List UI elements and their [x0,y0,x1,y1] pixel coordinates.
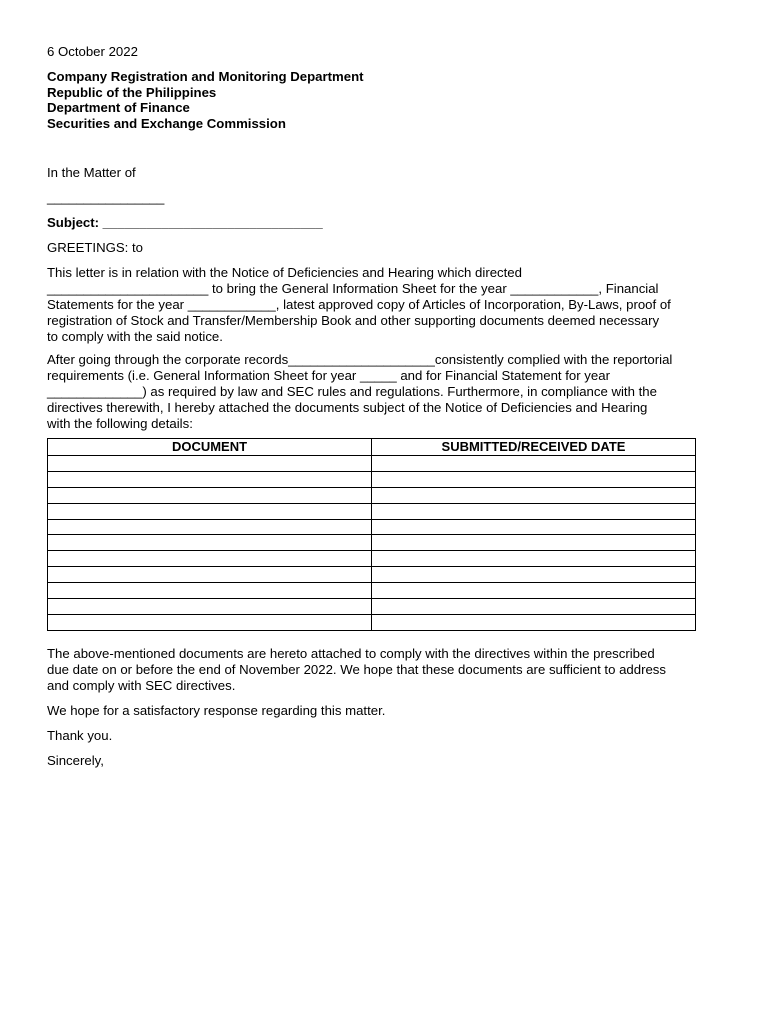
document-cell [48,535,372,551]
paragraph-3 [47,646,727,694]
table-row [48,567,696,583]
document-cell [48,599,372,615]
paragraph-line: The above-mentioned documents are hereto attached to comply with the directives within the prescribed [47,646,655,661]
table-row [48,583,696,599]
date-cell [372,551,696,567]
paragraph-line: Statements for the year ____________, latest approved copy of Articles of Incorporation, By-Laws, proof of [47,297,671,312]
addressee-line: Securities and Exchange Commission [47,115,286,131]
paragraph-line: ______________________ to bring the General Information Sheet for the year ____________, Financial [47,281,659,296]
table-row [48,535,696,551]
table-row [48,487,696,503]
table-row [48,551,696,567]
document-cell [48,583,372,599]
paragraph-line: _____________) as required by law and SEC rules and regulations. Furthermore, in compliance with the [47,384,657,399]
sincerely-line: Sincerely, [47,753,104,768]
addressee-block [47,69,364,131]
document-cell [48,519,372,535]
table-row [48,471,696,487]
paragraph-2 [47,352,727,432]
date-cell [372,503,696,519]
document-cell [48,614,372,630]
paragraph-line: with the following details: [47,416,193,431]
document-cell [48,456,372,472]
table-row [48,614,696,630]
document-cell [48,503,372,519]
document-cell [48,567,372,583]
date-cell [372,535,696,551]
documents-table [47,438,696,631]
table-header-row [48,439,696,456]
addressee-line: Department of Finance [47,100,190,115]
paragraph-1 [47,265,727,345]
paragraph-line: registration of Stock and Transfer/Membership Book and other supporting documents deemed necessary [47,313,660,328]
date-cell [372,487,696,503]
date-cell [372,456,696,472]
document-cell [48,471,372,487]
date-cell [372,567,696,583]
date-column-header: SUBMITTED/RECEIVED DATE [372,439,696,456]
paragraph-line: due date on or before the end of November 2022. We hope that these documents are sufficient to address [47,662,666,677]
paragraph-line: and comply with SEC directives. [47,678,236,693]
addressee-line: Republic of the Philippines [47,84,217,100]
thanks-line: Thank you. [47,728,113,743]
date-cell [372,614,696,630]
document-cell [48,487,372,503]
table-row [48,456,696,472]
greetings-line: GREETINGS: to [47,240,143,255]
date-cell [372,471,696,487]
paragraph-line: After going through the corporate records____________________consistently complied with the reportorial [47,352,673,367]
date-cell [372,599,696,615]
subject-line: Subject: ______________________________ [47,215,323,230]
paragraph-line: to comply with the said notice. [47,329,223,344]
table-row [48,519,696,535]
addressee-line: Company Registration and Monitoring Department [47,69,364,84]
letter-date: 6 October 2022 [47,44,138,59]
matter-blank: ________________ [47,190,165,205]
table-row [48,503,696,519]
date-cell [372,519,696,535]
hope-line: We hope for a satisfactory response regarding this matter. [47,703,386,718]
date-cell [372,583,696,599]
document-column-header: DOCUMENT [48,439,372,456]
paragraph-line: requirements (i.e. General Information Sheet for year _____ and for Financial Statement for year [47,368,610,383]
matter-label: In the Matter of [47,165,136,180]
document-cell [48,551,372,567]
paragraph-line: This letter is in relation with the Notice of Deficiencies and Hearing which directed [47,265,522,280]
paragraph-line: directives therewith, I hereby attached the documents subject of the Notice of Deficiencies and Hearing [47,400,648,415]
table-row [48,599,696,615]
